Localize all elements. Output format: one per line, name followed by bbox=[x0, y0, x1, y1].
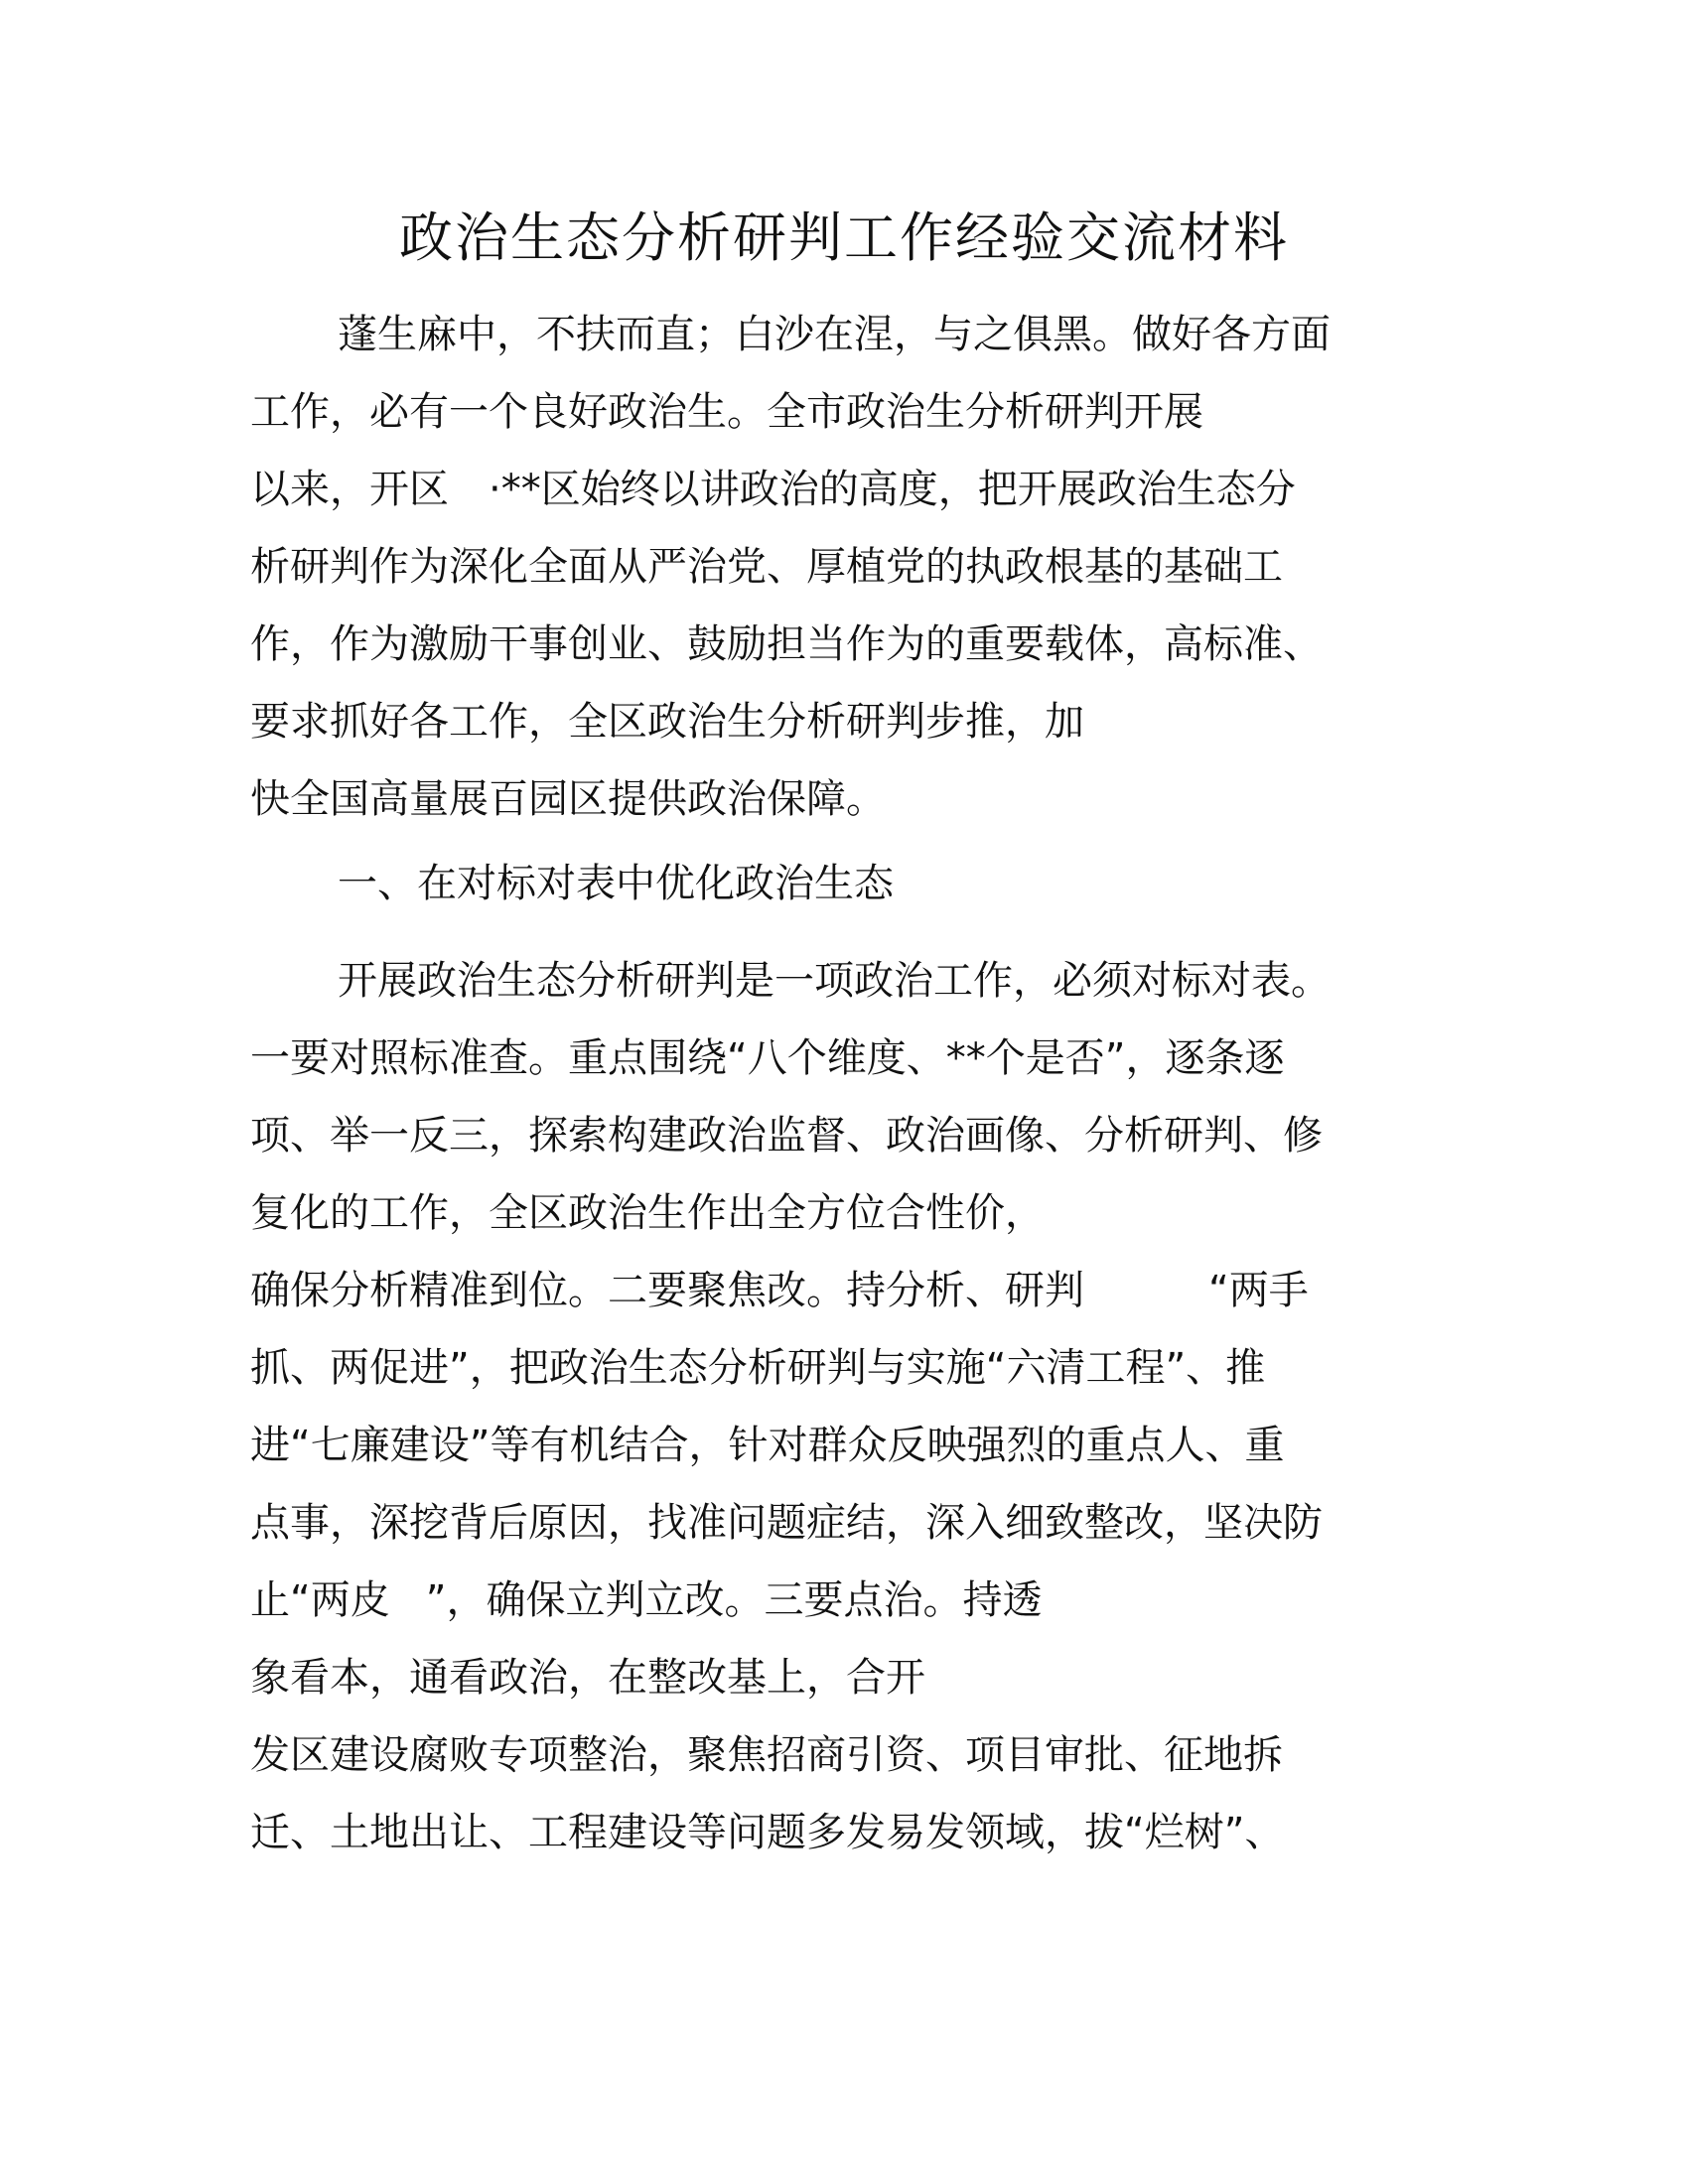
paragraph-line: 开展政治生态分析研判是一项政治工作，必须对标对表。 bbox=[338, 958, 1331, 1004]
paragraph-line: 抓、两促进”，把政治生态分析研判与实施“六清工程”、推 bbox=[250, 1345, 1266, 1391]
paragraph-line: 要求抓好各工作，全区政治生分析研判步推，加 bbox=[250, 699, 1084, 745]
paragraph-line-segment: 确保分析精准到位。二要聚焦改。持分析、研判 bbox=[250, 1268, 1084, 1313]
paragraph-line-segment: “两手 bbox=[1208, 1268, 1309, 1313]
section-heading: 一、在对标对表中优化政治生态 bbox=[338, 861, 894, 906]
paragraph-line: 点事，深挖背后原因，找准问题症结，深入细致整改，坚决防 bbox=[250, 1500, 1323, 1546]
document-title: 政治生态分析研判工作经验交流材料 bbox=[399, 206, 1289, 269]
paragraph-line-segment: 止“两皮 bbox=[250, 1577, 390, 1623]
paragraph-line: 快全国高量展百园区提供政治保障。 bbox=[250, 776, 886, 822]
paragraph-line: 复化的工作，全区政治生作出全方位合性价， bbox=[250, 1190, 1045, 1236]
paragraph-line: 进“七廉建设”等有机结合，针对群众反映强烈的重点人、重 bbox=[250, 1423, 1285, 1468]
paragraph-line: 迁、土地出让、工程建设等问题多发易发领域，拔“烂树”、 bbox=[250, 1810, 1285, 1855]
paragraph-line: 一要对照标准查。重点围绕“八个维度、**个是否”，逐条逐 bbox=[250, 1035, 1285, 1081]
paragraph-line: 蓬生麻中，不扶而直；白沙在涅，与之俱黑。做好各方面 bbox=[338, 312, 1331, 357]
paragraph-line: 项、举一反三，探索构建政治监督、政治画像、分析研判、修 bbox=[250, 1113, 1323, 1159]
paragraph-line: 工作，必有一个良好政治生。全市政治生分析研判开展 bbox=[250, 389, 1203, 435]
paragraph-line-segment: ·**区始终以讲政治的高度，把开展政治生态分 bbox=[489, 467, 1296, 512]
paragraph-line: 析研判作为深化全面从严治党、厚植党的执政根基的基础工 bbox=[250, 544, 1283, 590]
paragraph-line: 象看本，通看政治，在整改基上，合开 bbox=[250, 1655, 925, 1701]
paragraph-line bbox=[250, 1261, 1309, 1320]
paragraph-line-segment: ”，确保立判立改。三要点治。持透 bbox=[425, 1577, 1043, 1623]
paragraph-line: 作，作为激励干事创业、鼓励担当作为的重要载体，高标准、 bbox=[250, 621, 1323, 667]
paragraph-line-segment: 以来，开区 bbox=[250, 467, 449, 512]
paragraph-line bbox=[250, 1570, 1042, 1630]
paragraph-line bbox=[250, 460, 1296, 519]
paragraph-line: 发区建设腐败专项整治，聚焦招商引资、项目审批、征地拆 bbox=[250, 1732, 1283, 1778]
